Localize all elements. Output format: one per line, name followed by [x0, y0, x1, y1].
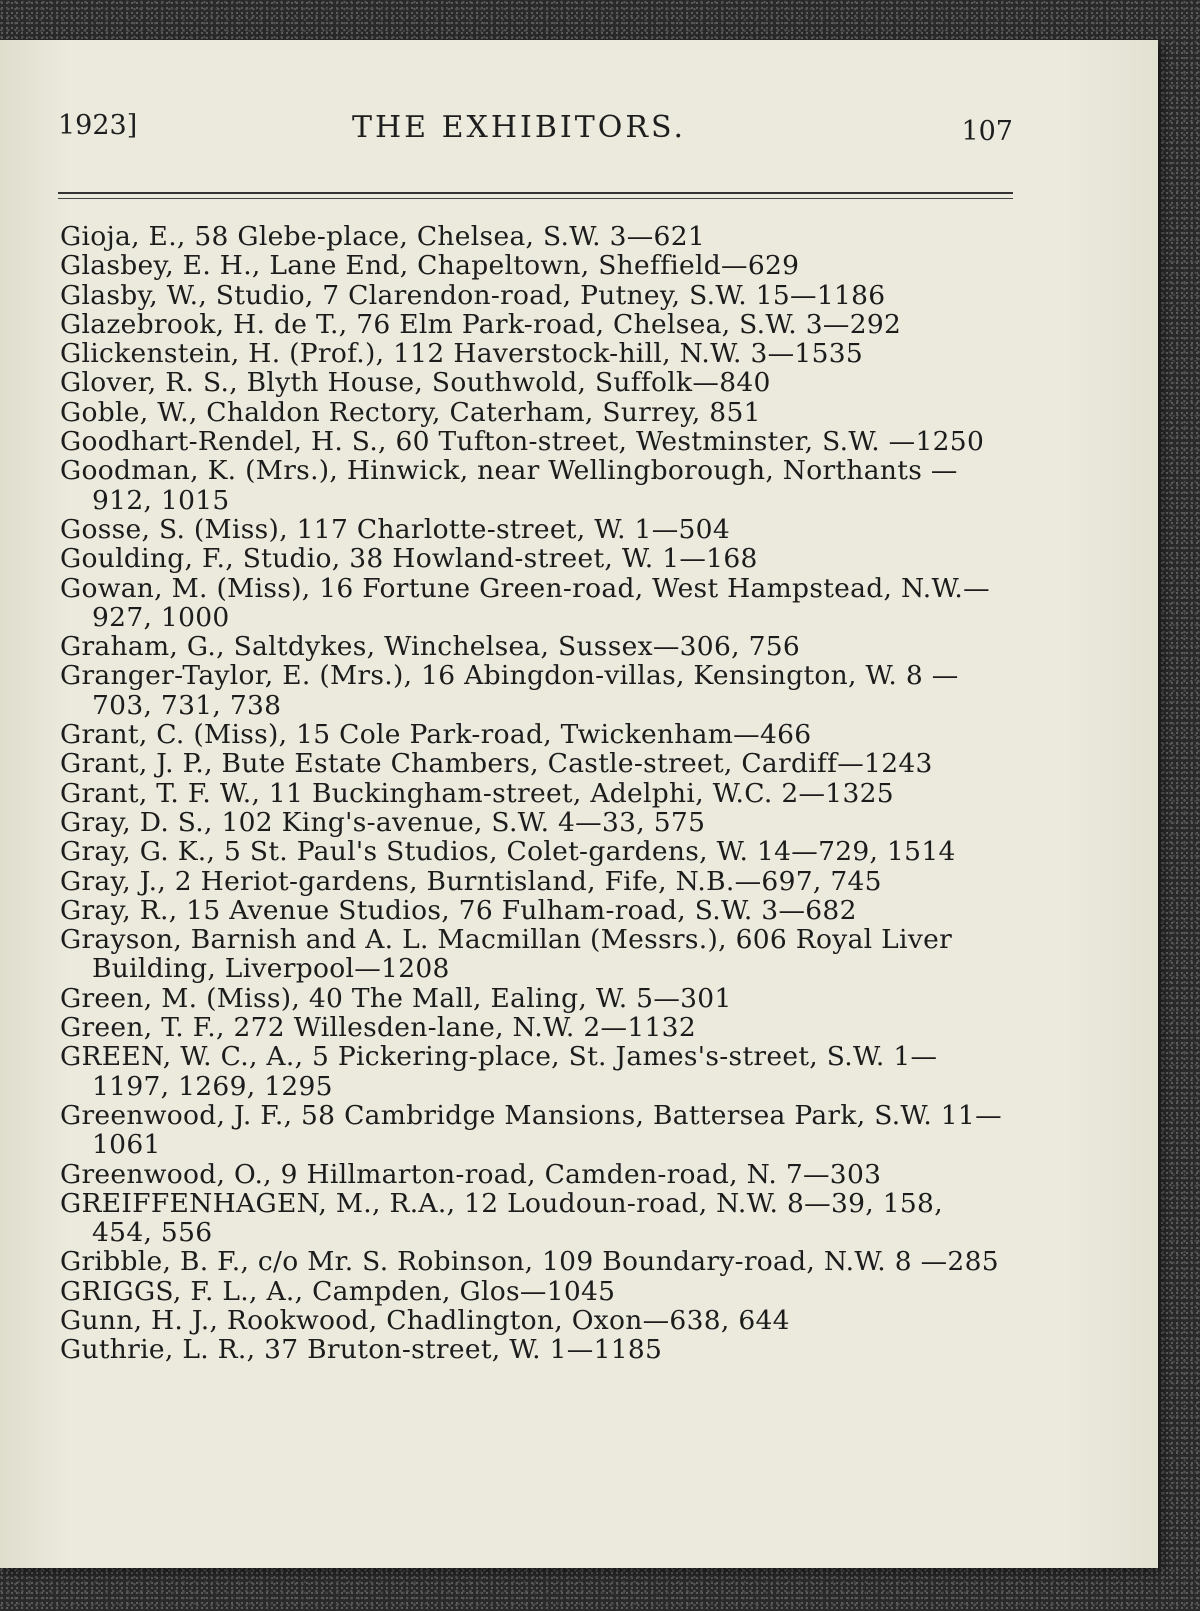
- exhibitor-list: [60, 222, 1010, 1365]
- exhibitor-details: Bute Estate Chambers, Castle-street, Cardiff—1243: [212, 748, 933, 780]
- page-title: THE EXHIBITORS.: [352, 110, 686, 145]
- list-item: [60, 368, 1010, 397]
- exhibitor-name: Goodhart-Rendel, H. S.,: [60, 426, 387, 458]
- exhibitor-name: Gribble, B. F.,: [60, 1246, 250, 1278]
- exhibitor-details: 37 Bruton-street, W. 1—1185: [255, 1334, 663, 1366]
- list-item: [60, 1189, 1010, 1248]
- exhibitor-name: Gray, G. K.,: [60, 836, 216, 868]
- list-item: [60, 1160, 1010, 1189]
- list-item: [60, 1306, 1010, 1335]
- exhibitor-details: 606 Royal Liver Building, Liverpool—1208: [92, 924, 953, 985]
- list-item: [60, 925, 1010, 984]
- list-item: [60, 779, 1010, 808]
- exhibitor-name: GRIGGS, F. L., A.,: [60, 1275, 304, 1307]
- exhibitor-details: c/o Mr. S. Robinson, 109 Boundary-road, N.W. 8 —285: [249, 1246, 999, 1278]
- list-item: [60, 281, 1010, 310]
- list-item: [60, 661, 1010, 720]
- exhibitor-name: Glickenstein, H. (Prof.),: [60, 338, 385, 370]
- list-item: [60, 1247, 1010, 1276]
- exhibitor-details: 58 Cambridge Mansions, Battersea Park, S.W. 11—1061: [92, 1099, 1002, 1161]
- exhibitor-name: Glazebrook, H. de T.,: [60, 308, 348, 340]
- exhibitor-name: Greenwood, O.,: [60, 1158, 272, 1190]
- exhibitor-details: 15 Cole Park-road, Twickenham—466: [287, 719, 812, 751]
- exhibitor-details: 40 The Mall, Ealing, W. 5—301: [300, 982, 732, 1014]
- exhibitor-name: Guthrie, L. R.,: [60, 1334, 256, 1366]
- list-item: [60, 574, 1010, 633]
- exhibitor-name: Gray, J.,: [60, 865, 167, 897]
- exhibitor-details: 5 St. Paul's Studios, Colet-gardens, W. 14—729, 1514: [215, 836, 956, 868]
- exhibitor-name: Grant, J. P.,: [60, 748, 213, 780]
- list-item: [60, 310, 1010, 339]
- list-item: [60, 1042, 1010, 1101]
- header-rule-thick: [58, 192, 1013, 194]
- exhibitor-details: 12 Loudoun-road, N.W. 8—39, 158, 454, 556: [92, 1187, 943, 1249]
- page-number: 107: [961, 116, 1013, 147]
- exhibitor-name: Gray, R.,: [60, 894, 178, 926]
- exhibitor-name: Grant, T. F. W.,: [60, 777, 261, 809]
- exhibitor-name: Glasby, W.,: [60, 279, 208, 311]
- exhibitor-name: Grant, C. (Miss),: [60, 719, 288, 751]
- exhibitor-details: 15 Avenue Studios, 76 Fulham-road, S.W. 3—682: [177, 894, 857, 926]
- exhibitor-details: 112 Haverstock-hill, N.W. 3—1535: [384, 338, 864, 370]
- exhibitor-details: 272 Willesden-lane, N.W. 2—1132: [224, 1012, 696, 1044]
- exhibitor-name: Graham, G.,: [60, 631, 225, 663]
- list-item: [60, 1277, 1010, 1306]
- exhibitor-details: Chaldon Rectory, Caterham, Surrey, 851: [197, 396, 761, 428]
- exhibitor-details: 60 Tufton-street, Westminster, S.W. —1250: [386, 426, 985, 458]
- exhibitor-name: Goulding, F.,: [60, 543, 234, 575]
- list-item: [60, 515, 1010, 544]
- exhibitor-name: Gowan, M. (Miss),: [60, 572, 311, 604]
- exhibitor-details: 76 Elm Park-road, Chelsea, S.W. 3—292: [347, 308, 902, 340]
- exhibitor-details: 9 Hillmarton-road, Camden-road, N. 7—303: [271, 1158, 882, 1190]
- exhibitor-name: GREIFFENHAGEN, M., R.A.,: [60, 1187, 456, 1219]
- exhibitor-details: 16 Abingdon-villas, Kensington, W. 8 —703, 731, 738: [92, 660, 959, 721]
- list-item: [60, 1101, 1010, 1160]
- exhibitor-name: Green, T. F.,: [60, 1012, 225, 1044]
- exhibitor-details: 102 King's-avenue, S.W. 4—33, 575: [212, 806, 706, 838]
- exhibitor-details: 5 Pickering-place, St. James's-street, S.W. 1—1197, 1269, 1295: [92, 1041, 938, 1102]
- list-item: [60, 632, 1010, 661]
- exhibitor-details: Hinwick, near Wellingborough, Northants —912, 1015: [92, 455, 958, 516]
- list-item: [60, 456, 1010, 515]
- list-item: [60, 808, 1010, 837]
- exhibitor-name: Gioja, E.,: [60, 221, 186, 252]
- exhibitor-details: 117 Charlotte-street, W. 1—504: [287, 513, 730, 545]
- list-item: [60, 749, 1010, 778]
- exhibitor-name: Gunn, H. J.,: [60, 1304, 219, 1336]
- exhibitor-details: Lane End, Chapeltown, Sheffield—629: [260, 250, 800, 282]
- exhibitor-name: Granger-Taylor, E. (Mrs.),: [60, 660, 413, 692]
- exhibitor-details: Rookwood, Chadlington, Oxon—638, 644: [218, 1304, 790, 1336]
- year-label: 1923]: [58, 110, 138, 141]
- exhibitor-details: 58 Glebe-place, Chelsea, S.W. 3—621: [185, 221, 706, 252]
- list-item: [60, 398, 1010, 427]
- exhibitor-name: Green, M. (Miss),: [60, 982, 301, 1014]
- exhibitor-name: Glasbey, E. H.,: [60, 250, 261, 282]
- exhibitor-details: 16 Fortune Green-road, West Hampstead, N.W.—927, 1000: [92, 572, 990, 633]
- exhibitor-name: Goble, W.,: [60, 396, 198, 428]
- list-item: [60, 867, 1010, 896]
- exhibitor-name: Gray, D. S.,: [60, 806, 213, 838]
- page-header: [58, 104, 1013, 154]
- exhibitor-name: Gosse, S. (Miss),: [60, 513, 288, 545]
- list-item: [60, 544, 1010, 573]
- exhibitor-name: Glover, R. S.,: [60, 367, 238, 399]
- exhibitor-name: Grayson, Barnish and A. L. Macmillan (Messrs.),: [60, 924, 727, 956]
- exhibitor-details: Blyth House, Southwold, Suffolk—840: [237, 367, 771, 399]
- exhibitor-name: Greenwood, J. F.,: [60, 1099, 293, 1131]
- exhibitor-details: Studio, 38 Howland-street, W. 1—168: [234, 543, 758, 575]
- list-item: [60, 1013, 1010, 1042]
- exhibitor-name: GREEN, W. C., A.,: [60, 1041, 304, 1073]
- list-item: [60, 896, 1010, 925]
- list-item: [60, 720, 1010, 749]
- exhibitor-details: Campden, Glos—1045: [303, 1275, 616, 1307]
- list-item: [60, 222, 1010, 251]
- exhibitor-details: 2 Heriot-gardens, Burntisland, Fife, N.B.—697, 745: [166, 865, 882, 897]
- exhibitor-details: Studio, 7 Clarendon-road, Putney, S.W. 15—1186: [207, 279, 886, 311]
- list-item: [60, 251, 1010, 280]
- list-item: [60, 984, 1010, 1013]
- header-rule-thin: [58, 198, 1013, 199]
- exhibitor-details: Saltdykes, Winchelsea, Sussex—306, 756: [224, 631, 801, 663]
- list-item: [60, 339, 1010, 368]
- exhibitor-details: 11 Buckingham-street, Adelphi, W.C. 2—1325: [260, 777, 894, 809]
- list-item: [60, 837, 1010, 866]
- list-item: [60, 1335, 1010, 1364]
- exhibitor-name: Goodman, K. (Mrs.),: [60, 455, 339, 487]
- list-item: [60, 427, 1010, 456]
